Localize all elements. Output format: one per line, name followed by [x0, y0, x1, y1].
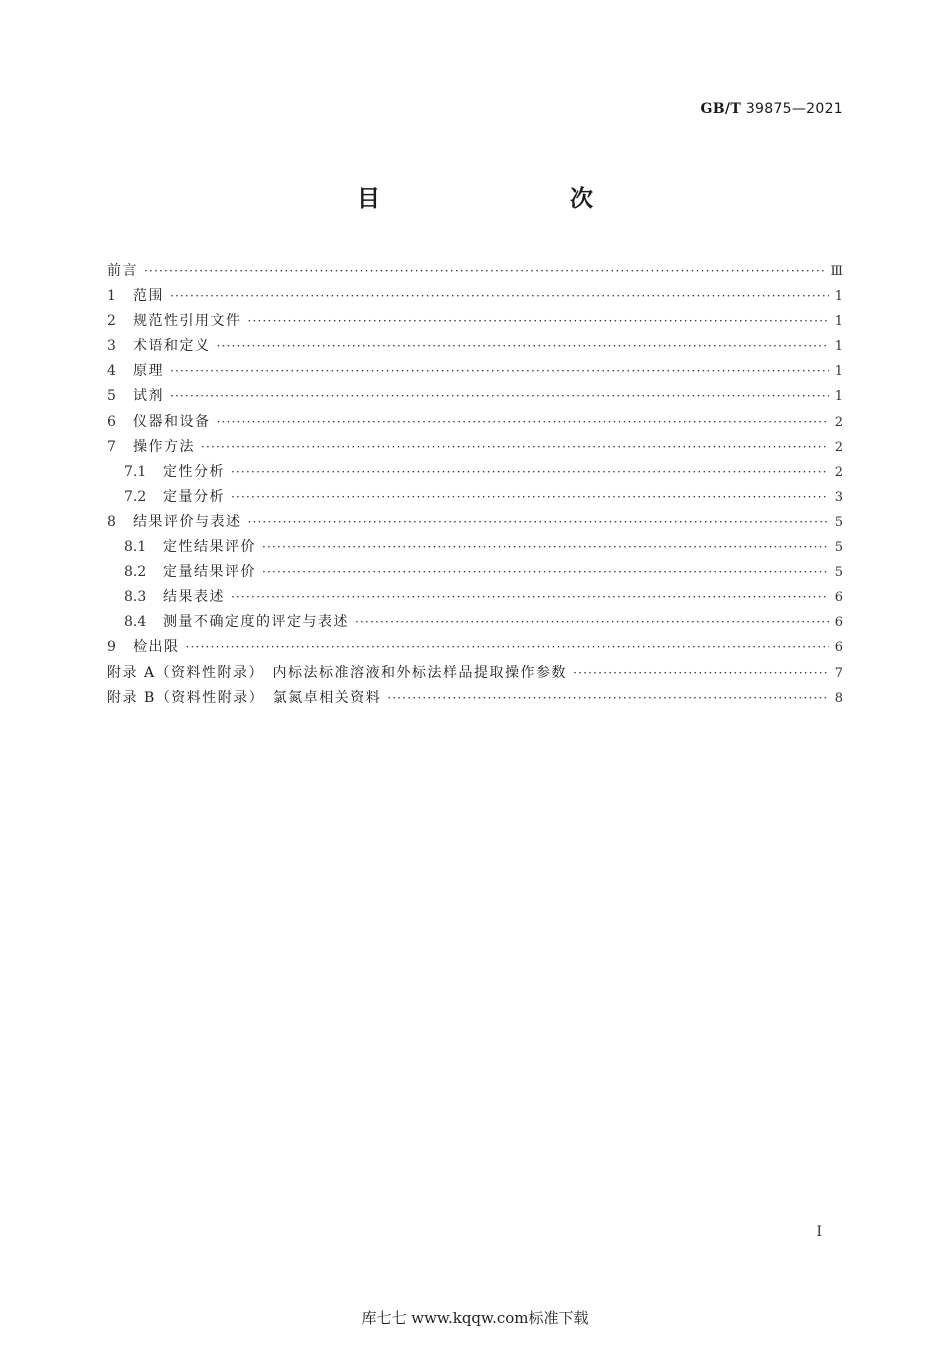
toc-entry-page: 8 — [834, 690, 843, 706]
toc-entry-page: 1 — [834, 339, 843, 355]
toc-entry-page: 1 — [834, 389, 843, 405]
toc-entry-title: 定量分析 — [163, 488, 225, 505]
toc-entry-page: 2 — [834, 439, 843, 455]
toc-dot-leader — [231, 460, 829, 485]
toc-entry-title: 测量不确定度的评定与表述 — [163, 614, 349, 631]
toc-entry-title: 前言 — [107, 263, 138, 279]
toc-entry-number: 8.3 — [124, 589, 147, 606]
toc-dot-leader — [231, 485, 829, 510]
toc-entry-page: Ⅲ — [830, 264, 843, 279]
toc-dot-leader — [355, 610, 829, 635]
toc-entry-page: 1 — [834, 364, 843, 380]
toc-entry-title: 范围 — [133, 288, 164, 305]
toc-entry[interactable] — [107, 585, 843, 610]
toc-entry-title: 术语和定义 — [133, 338, 211, 355]
toc-entry-number: 7.2 — [124, 488, 147, 505]
toc-entry[interactable] — [107, 309, 843, 334]
toc-dot-leader — [144, 259, 826, 284]
toc-entry-page: 1 — [834, 289, 843, 305]
toc-entry-title: 检出限 — [133, 639, 180, 656]
toc-entry[interactable] — [107, 610, 843, 635]
toc-dot-leader — [217, 410, 830, 435]
toc-entry-title: 试剂 — [133, 388, 164, 405]
toc-entry-number: 8 — [107, 513, 116, 530]
toc-entry-number: 8.4 — [124, 614, 147, 631]
toc-entry-number: 1 — [107, 288, 116, 305]
toc-entry-title: 结果评价与表述 — [133, 513, 242, 530]
toc-entry-number: 8.2 — [124, 564, 147, 581]
toc-entry-number: 7.1 — [124, 463, 147, 480]
toc-entry-number: 4 — [107, 363, 116, 380]
toc-entry[interactable] — [107, 686, 843, 711]
toc-entry-page: 2 — [834, 414, 843, 430]
toc-entry[interactable] — [107, 359, 843, 384]
standard-prefix: GB/T — [700, 101, 742, 117]
toc-entry-page: 5 — [834, 565, 843, 581]
toc-dot-leader — [217, 334, 830, 359]
footer-watermark: 库七七 www.kqqw.com标准下载 — [361, 1309, 589, 1327]
toc-dot-leader — [170, 359, 829, 384]
toc-entry[interactable] — [107, 535, 843, 560]
toc-entry-page: 7 — [834, 665, 843, 681]
toc-dot-leader — [170, 284, 829, 309]
toc-entry-page: 5 — [834, 540, 843, 556]
toc-entry-page: 6 — [834, 615, 843, 631]
toc-entry[interactable] — [107, 384, 843, 409]
toc-entry[interactable] — [107, 460, 843, 485]
toc-dot-leader — [387, 686, 829, 711]
toc-entry[interactable] — [107, 259, 843, 284]
toc-entry-title: 附录 A（资料性附录） 内标法标准溶液和外标法样品提取操作参数 — [107, 664, 568, 681]
toc-entry-title: 仪器和设备 — [133, 413, 211, 430]
toc-entry-page: 6 — [834, 590, 843, 606]
toc-entry-number: 5 — [107, 388, 116, 405]
toc-entry[interactable] — [107, 661, 843, 686]
toc-dot-leader — [573, 661, 829, 686]
toc-entry-number: 9 — [107, 639, 116, 656]
toc-entry[interactable] — [107, 485, 843, 510]
toc-entry-page: 2 — [834, 464, 843, 480]
toc-entry[interactable] — [107, 510, 843, 535]
toc-dot-leader — [186, 635, 830, 660]
toc-dot-leader — [201, 435, 829, 460]
toc-entry[interactable] — [107, 435, 843, 460]
page-number: Ⅰ — [816, 1224, 822, 1240]
toc-entry-title: 规范性引用文件 — [133, 313, 242, 330]
toc-dot-leader — [248, 510, 830, 535]
toc-entry-page: 1 — [834, 314, 843, 330]
toc-entry-page: 3 — [834, 489, 843, 505]
toc-entry[interactable] — [107, 334, 843, 359]
toc-entry-title: 附录 B（资料性附录） 氯氮卓相关资料 — [107, 689, 382, 706]
toc-entry-page: 5 — [834, 514, 843, 530]
toc-entry-title: 原理 — [133, 363, 164, 380]
toc-dot-leader — [170, 384, 829, 409]
table-of-contents — [107, 259, 843, 711]
toc-entry-page: 6 — [834, 640, 843, 656]
toc-dot-leader — [262, 535, 829, 560]
standard-number — [701, 101, 843, 117]
toc-entry-title: 操作方法 — [133, 438, 195, 455]
standard-code: 39875—2021 — [745, 101, 843, 117]
toc-entry-number: 7 — [107, 438, 116, 455]
toc-entry-number: 3 — [107, 338, 116, 355]
toc-entry[interactable] — [107, 560, 843, 585]
toc-dot-leader — [262, 560, 829, 585]
toc-entry-title: 定性结果评价 — [163, 539, 256, 556]
toc-entry-title: 结果表述 — [163, 589, 225, 606]
toc-entry-number: 6 — [107, 413, 116, 430]
toc-entry-number: 8.1 — [124, 539, 147, 556]
toc-entry-number: 2 — [107, 313, 116, 330]
toc-dot-leader — [248, 309, 830, 334]
toc-entry[interactable] — [107, 410, 843, 435]
toc-entry[interactable] — [107, 635, 843, 660]
toc-entry-title: 定性分析 — [163, 463, 225, 480]
page-title: 目 次 — [357, 186, 641, 212]
toc-entry-title: 定量结果评价 — [163, 564, 256, 581]
toc-dot-leader — [231, 585, 829, 610]
toc-entry[interactable] — [107, 284, 843, 309]
